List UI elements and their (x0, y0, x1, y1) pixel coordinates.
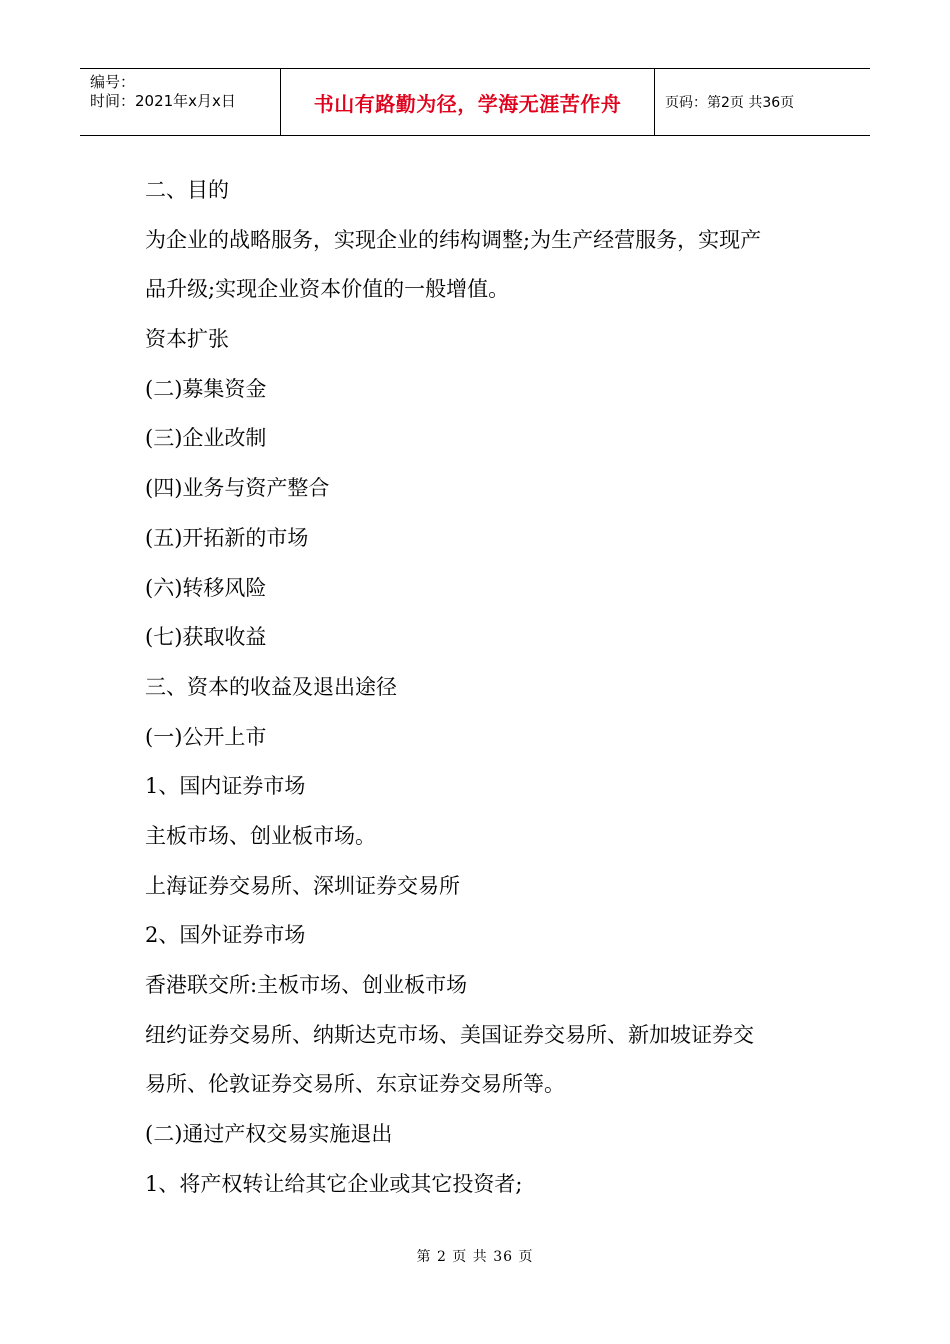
document-date-label: 时间：2021年x月x日 (90, 92, 236, 110)
body-line: 上海证券交易所、深圳证券交易所 (145, 873, 460, 898)
body-line: (四)业务与资产整合 (145, 476, 330, 501)
document-number-label: 编号： (90, 73, 136, 91)
body-line: (七)获取收益 (145, 625, 267, 650)
body-line: 主板市场、创业板市场。 (145, 823, 376, 848)
body-line: (一)公开上市 (145, 724, 267, 749)
body-line: (二)通过产权交易实施退出 (145, 1122, 393, 1147)
body-line: 易所、伦敦证券交易所、东京证券交易所等。 (145, 1072, 565, 1097)
body-line: (二)募集资金 (145, 376, 267, 401)
body-line: 三、资本的收益及退出途径 (145, 674, 397, 699)
body-line: 2、国外证券市场 (145, 923, 306, 948)
body-line: 香港联交所:主板市场、创业板市场 (145, 973, 468, 997)
page-header (80, 68, 870, 136)
body-line: (五)开拓新的市场 (145, 525, 309, 550)
body-line: 品升级;实现企业资本价值的一般增值。 (145, 277, 510, 302)
header-motto: 书山有路勤为径，学海无涯苦作舟 (281, 69, 655, 135)
body-line: 1、国内证券市场 (145, 774, 306, 799)
header-meta-cell (80, 69, 281, 135)
body-line: 纽约证券交易所、纳斯达克市场、美国证券交易所、新加坡证券交 (145, 1022, 754, 1047)
document-body (145, 166, 815, 1209)
page-footer: 第 2 页 共 36 页 (416, 1249, 534, 1265)
header-page-info: 页码：第2页 共36页 (665, 95, 795, 111)
body-line: 1、将产权转让给其它企业或其它投资者; (145, 1171, 523, 1196)
body-line: 为企业的战略服务，实现企业的纬构调整;为生产经营服务，实现产 (145, 227, 762, 252)
body-line: 二、目的 (145, 178, 229, 202)
body-line: (三)企业改制 (145, 426, 267, 451)
body-line: 资本扩张 (145, 327, 229, 352)
body-line: (六)转移风险 (145, 575, 267, 600)
